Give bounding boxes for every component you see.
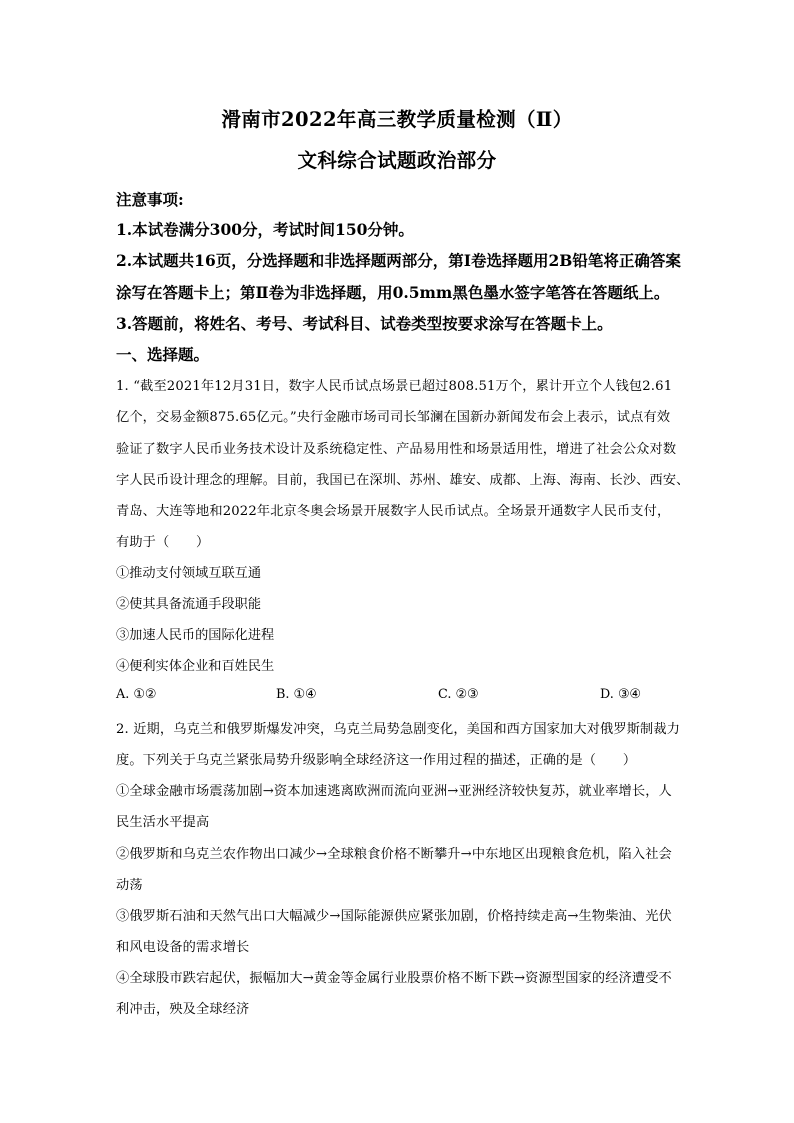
q2-text-line: ②俄罗斯和乌克兰农作物出口减少→全球粮食价格不断攀升→中东地区出现粮食危机，陷入社会 — [116, 847, 672, 862]
q2-text-line: ④全球股市跌宕起伏，振幅加大→黄金等金属行业股票价格不断下跌→资源型国家的经济遭受不 — [116, 971, 672, 986]
q2-text-line: ③俄罗斯石油和天然气出口大幅减少→国际能源供应紧张加剧，价格持续走高→生物柴油、光伏 — [116, 909, 672, 924]
q1-statement: ①推动支付领域互联互通 — [116, 566, 262, 581]
q1-statement: ④便利实体企业和百姓民生 — [116, 659, 275, 674]
q2-text-line: 和风电设备的需求增长 — [116, 940, 250, 955]
exam-title: 滑南市2022年高三教学质量检测（Ⅱ） — [221, 108, 573, 131]
notice-item: 2.本试题共16页，分选择题和非选择题两部分，第Ⅰ卷选择题用2B铅笔将正确答案 — [116, 251, 681, 270]
q2-text-line: 动荡 — [116, 878, 143, 893]
q1-option-c: C. ②③ — [438, 687, 479, 702]
section-heading: 一、选择题。 — [116, 345, 210, 364]
notice-item: 1.本试卷满分300分，考试时间150分钟。 — [116, 220, 414, 239]
q1-text-line: 青岛、大连等地和2022年北京冬奥会场景开展数字人民币试点。全场景开通数字人民币支付， — [116, 504, 671, 519]
q2-text-line: 利冲击，殃及全球经济 — [116, 1002, 250, 1017]
q1-text-line: 字人民币设计理念的理解。目前，我国已在深圳、苏州、雄安、成都、上海、海南、长沙、西安、 — [116, 473, 690, 488]
q1-text-line: 1. “截至2021年12月31日，数字人民币试点场景已超过808.51万个，累计开立个人钱包2.61 — [116, 379, 673, 394]
notice-item: 3.答题前，将姓名、考号、考试科目、试卷类型按要求涂写在答题卡上。 — [116, 314, 613, 333]
q1-option-b: B. ①④ — [276, 687, 317, 702]
q1-text-line: 亿个，交易金额875.65亿元。”央行金融市场司司长邹澜在国新办新闻发布会上表示，试点有效 — [116, 410, 671, 425]
exam-subtitle: 文科综合试题政治部分 — [297, 149, 497, 172]
q2-text-line: ①全球金融市场震荡加剧→资本加速逃离欧洲而流向亚洲→亚洲经济较快复苏，就业率增长，人 — [116, 784, 672, 799]
q1-option-a: A. ①② — [116, 687, 157, 702]
q1-text-line: 验证了数字人民币业务技术设计及系统稳定性、产品易用性和场景适用性，增进了社会公众对数 — [116, 442, 677, 457]
q1-option-d: D. ③④ — [600, 687, 641, 702]
notice-heading: 注意事项: — [116, 190, 184, 209]
q1-text-line: 有助于（ ） — [116, 535, 210, 550]
q2-text-line: 2. 近期，乌克兰和俄罗斯爆发冲突，乌克兰局势急剧变化，美国和西方国家加大对俄罗斯制裁力 — [116, 722, 681, 737]
q1-statement: ②使其具备流通手段职能 — [116, 597, 262, 612]
q2-text-line: 度。下列关于乌克兰紧张局势升级影响全球经济这一作用过程的描述，正确的是（ ） — [116, 753, 637, 768]
q1-statement: ③加速人民币的国际化进程 — [116, 628, 275, 643]
notice-item: 涂写在答题卡上；第Ⅱ卷为非选择题，用0.5mm黑色墨水签字笔答在答题纸上。 — [116, 283, 670, 302]
q2-text-line: 民生活水平提高 — [116, 815, 210, 830]
